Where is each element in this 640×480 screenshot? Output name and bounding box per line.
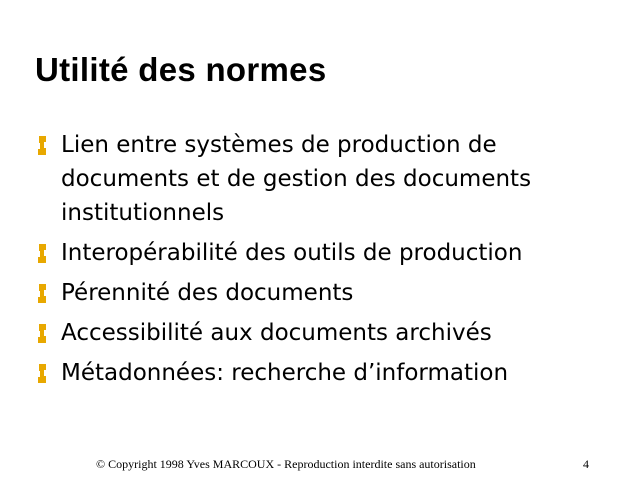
- bullet-marker-icon: [38, 324, 46, 343]
- bullet-marker-icon: [38, 284, 46, 303]
- bullet-text: Métadonnées: recherche d’information: [61, 360, 509, 386]
- slide-title: Utilité des normes: [35, 51, 327, 88]
- bullet-text: Accessibilité aux documents archivés: [61, 320, 492, 346]
- bullet-list: [35, 128, 625, 396]
- copyright-footer: © Copyright 1998 Yves MARCOUX - Reproduction interdite sans autorisation: [96, 457, 476, 471]
- bullet-text: Interopérabilité des outils de production: [61, 240, 523, 266]
- bullet-marker-icon: [38, 364, 46, 383]
- bullet-item: [35, 316, 625, 350]
- bullet-marker-icon: [38, 136, 46, 155]
- page-number: 4: [583, 457, 589, 471]
- bullet-marker-icon: [38, 244, 46, 263]
- bullet-item: [35, 128, 625, 230]
- bullet-item: [35, 276, 625, 310]
- bullet-text: Pérennité des documents: [61, 280, 354, 306]
- bullet-text: Lien entre systèmes de production de documents et de gestion des documents institutionnels: [61, 132, 532, 226]
- bullet-item: [35, 236, 625, 270]
- bullet-item: [35, 356, 625, 390]
